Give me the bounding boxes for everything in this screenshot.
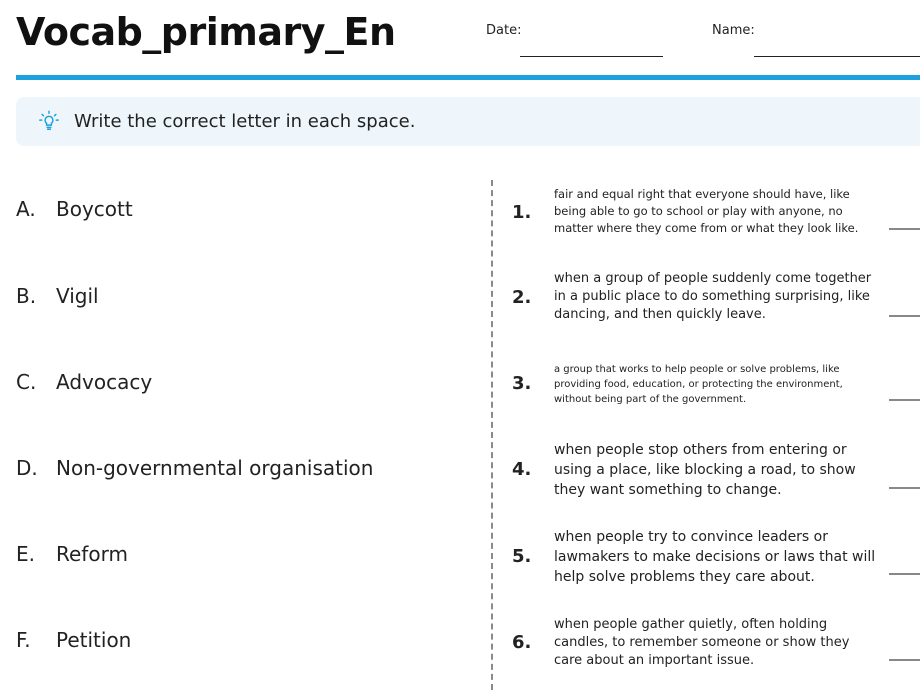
term-word: Reform [56, 542, 128, 566]
date-label: Date: [486, 23, 522, 38]
term-letter: D. [16, 456, 38, 480]
answer-blank[interactable] [889, 228, 920, 230]
term-word: Advocacy [56, 370, 153, 394]
definition-number: 2. [512, 287, 532, 308]
answer-blank[interactable] [889, 573, 920, 575]
definition-number: 5. [512, 546, 532, 567]
instruction-text: Write the correct letter in each space. [74, 111, 416, 132]
definition-number: 3. [512, 373, 532, 394]
lightbulb-icon [38, 110, 60, 132]
name-label: Name: [712, 23, 755, 38]
definition-text: when people gather quietly, often holding candles, to remember someone or show they care about an important issue. [554, 617, 850, 668]
definition-text: a group that works to help people or solve problems, like providing food, education, or protecting the environment, without being part of the government. [554, 364, 843, 405]
definition-number: 4. [512, 459, 532, 480]
answer-blank[interactable] [889, 399, 920, 401]
definition-text: fair and equal right that everyone should have, like being able to go to school or play with anyone, no matter where they come from or what they look like. [554, 187, 859, 235]
name-field[interactable] [754, 56, 920, 57]
answer-blank[interactable] [889, 659, 920, 661]
term-letter: B. [16, 284, 37, 308]
definition-number: 1. [512, 202, 532, 223]
definition-text: when people stop others from entering or using a place, like blocking a road, to show they want something to change. [554, 442, 856, 498]
date-field[interactable] [520, 56, 663, 57]
answer-blank[interactable] [889, 487, 920, 489]
header-rule [16, 75, 920, 80]
definition-text: when people try to convince leaders or lawmakers to make decisions or laws that will help solve problems they care about. [554, 529, 876, 585]
term-word: Non-governmental organisation [56, 456, 374, 480]
term-letter: E. [16, 542, 35, 566]
term-letter: F. [16, 628, 31, 652]
instruction-banner [16, 97, 920, 146]
answer-blank[interactable] [889, 315, 920, 317]
term-word: Vigil [56, 284, 99, 308]
worksheet-title: Vocab_primary_En [16, 10, 396, 54]
definition-text: when a group of people suddenly come together in a public place to do something surprising, like dancing, and then quickly leave. [554, 271, 872, 322]
definition-number: 6. [512, 632, 532, 653]
column-divider [491, 180, 493, 690]
term-letter: A. [16, 197, 36, 221]
term-word: Petition [56, 628, 132, 652]
term-word: Boycott [56, 197, 133, 221]
term-letter: C. [16, 370, 37, 394]
